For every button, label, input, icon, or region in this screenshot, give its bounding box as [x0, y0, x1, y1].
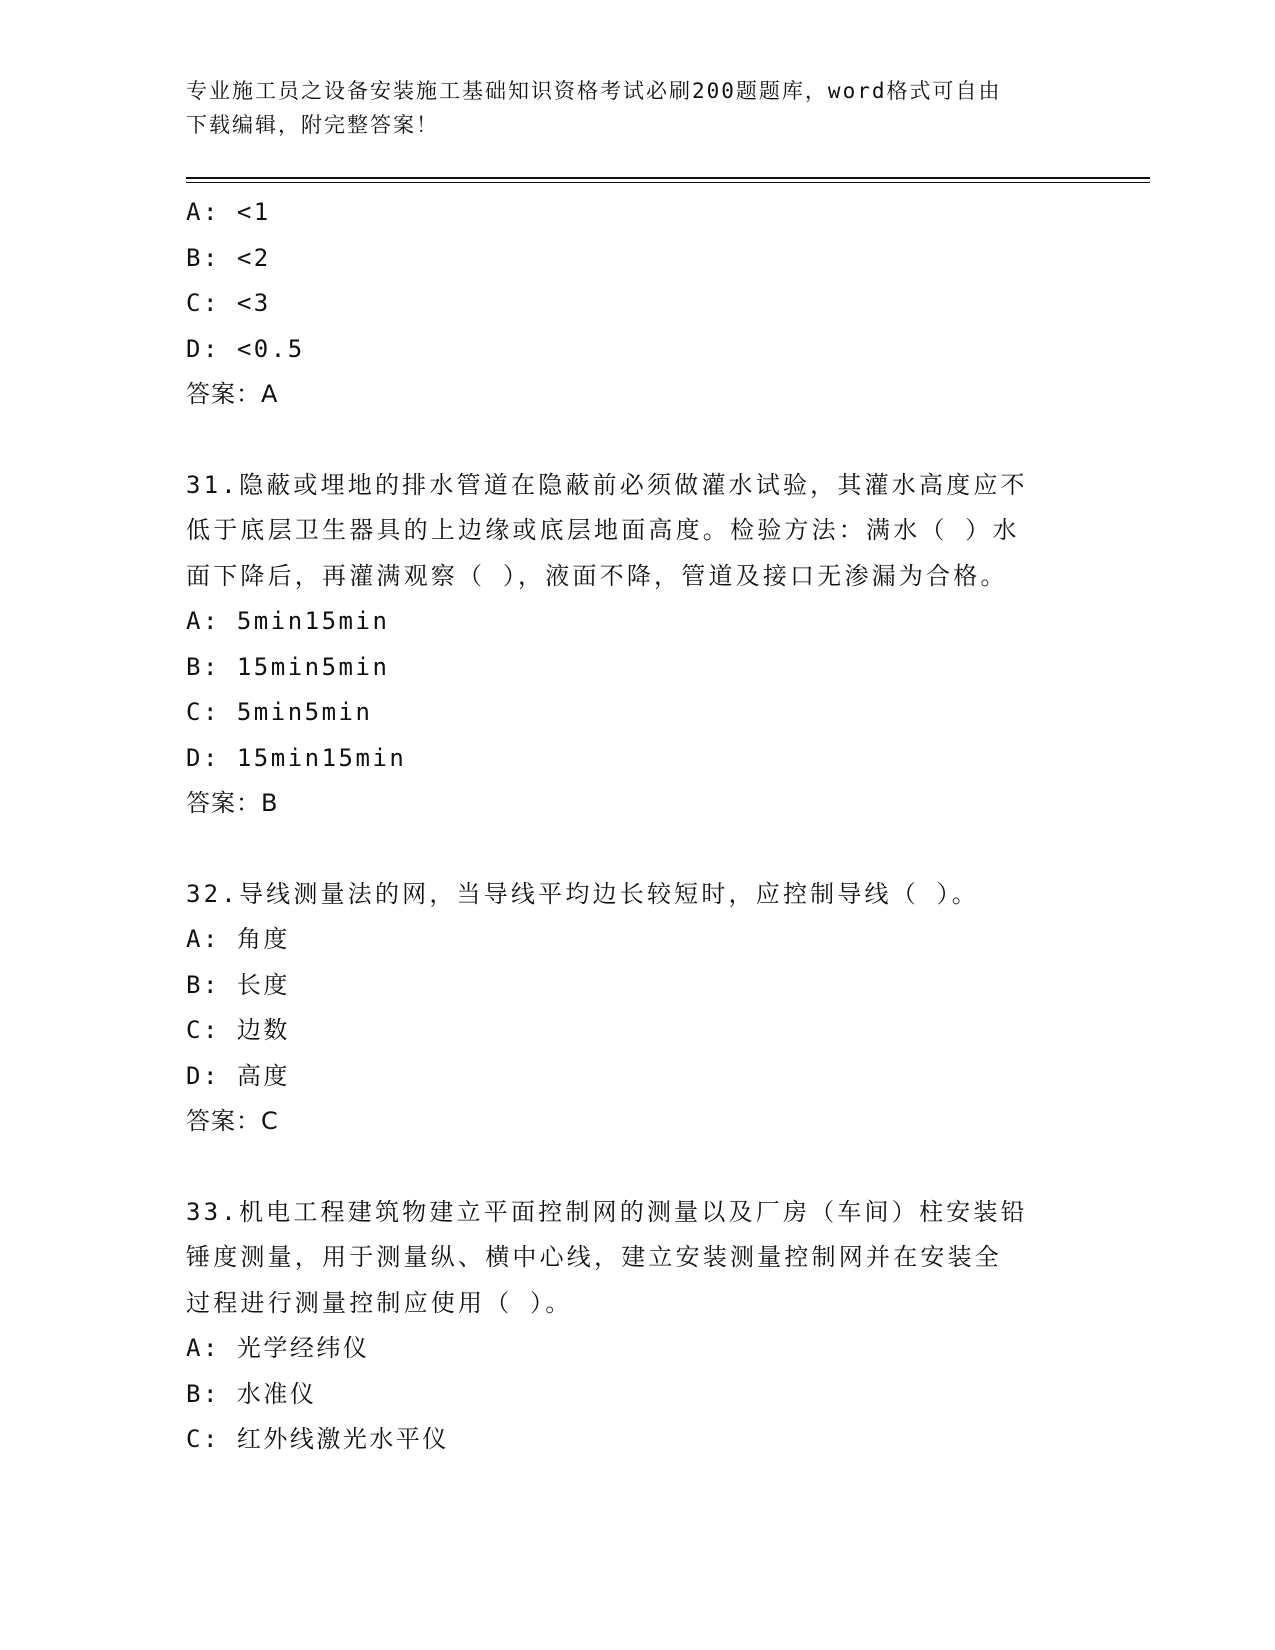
question-stem-line-1: 32.导线测量法的网，当导线平均边长较短时，应控制导线（ ）。	[186, 879, 979, 908]
option-c: C: 边数	[186, 1016, 290, 1044]
question-block-32	[186, 872, 1086, 1145]
option-d: D: 高度	[186, 1061, 290, 1090]
header-divider-thick	[186, 177, 1150, 179]
header-title-line-1: 专业施工员之设备安装施工基础知识资格考试必刷200题题库，word格式可自由	[186, 79, 1002, 103]
header-divider-thin	[186, 182, 1150, 183]
option-a: A: <1	[186, 198, 271, 226]
option-c: C: <3	[186, 289, 271, 317]
question-stem-line-2: 锤度测量，用于测量纵、横中心线，建立安装测量控制网并在安装全	[186, 1243, 1002, 1271]
option-c: C: 红外线激光水平仪	[186, 1425, 449, 1453]
option-b: B: <2	[186, 243, 271, 272]
question-block-30	[186, 190, 1086, 418]
option-d: D: <0.5	[186, 334, 305, 363]
option-b: B: 水准仪	[186, 1379, 317, 1408]
option-b: B: 长度	[186, 970, 290, 999]
header-title-line-2: 下载编辑，附完整答案！	[186, 113, 439, 137]
option-d: D: 15min15min	[186, 743, 407, 772]
question-stem-line-2: 低于底层卫生器具的上边缘或底层地面高度。检验方法：满水（ ）水	[186, 516, 1020, 544]
question-stem-line-3: 面下降后，再灌满观察（ ），液面不降，管道及接口无渗漏为合格。	[186, 561, 1008, 590]
answer-line: 答案：A	[186, 380, 279, 408]
option-a: A: 5min15min	[186, 607, 390, 635]
option-a: A: 光学经纬仪	[186, 1334, 370, 1362]
option-a: A: 角度	[186, 925, 290, 953]
question-stem-line-1: 33.机电工程建筑物建立平面控制网的测量以及厂房（车间）柱安装铅	[186, 1197, 1028, 1226]
question-block-33	[186, 1190, 1086, 1463]
answer-line: 答案：C	[186, 1107, 279, 1135]
question-block-31	[186, 463, 1086, 827]
document-body	[186, 190, 1086, 1463]
question-stem-line-1: 31.隐蔽或埋地的排水管道在隐蔽前必须做灌水试验，其灌水高度应不	[186, 470, 1028, 499]
document-header	[186, 74, 1066, 142]
option-c: C: 5min5min	[186, 698, 373, 726]
option-b: B: 15min5min	[186, 652, 390, 681]
answer-line: 答案：B	[186, 789, 279, 817]
question-stem-line-3: 过程进行测量控制应使用（ ）。	[186, 1288, 573, 1317]
